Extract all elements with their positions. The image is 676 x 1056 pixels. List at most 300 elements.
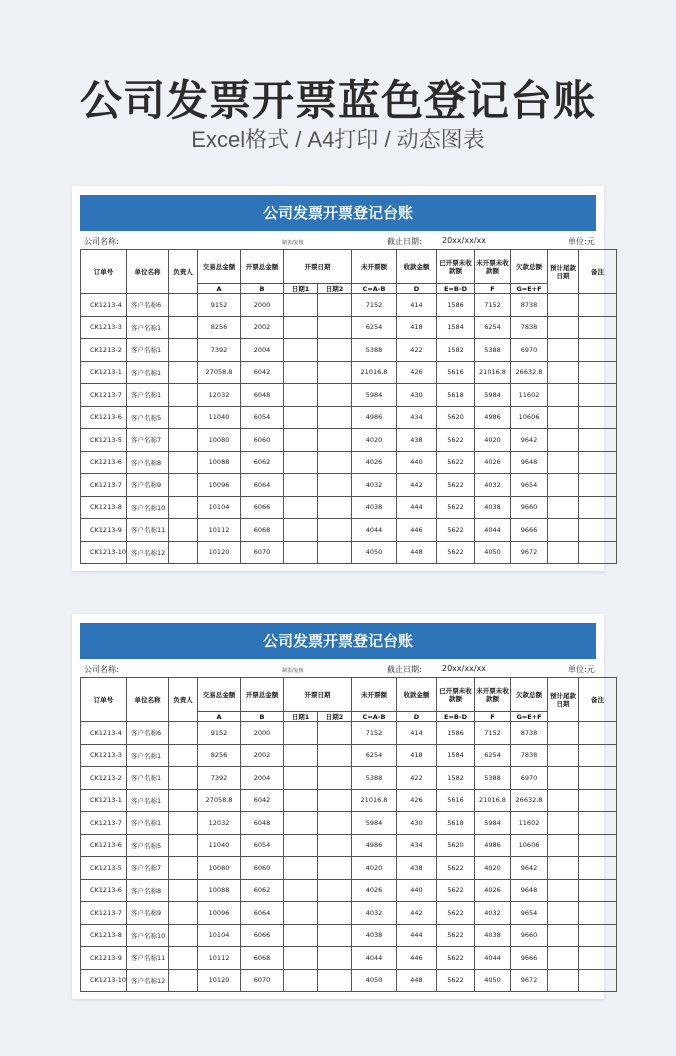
cell-date2 — [318, 496, 352, 519]
unit-label: 单位:元 — [568, 665, 595, 674]
cell-expected-date — [548, 812, 579, 835]
cell-arrears-total: 11602 — [511, 812, 548, 835]
cell-expected-date — [548, 339, 579, 362]
cell-remark — [579, 969, 617, 992]
cell-date1 — [284, 744, 318, 767]
cell-uninvoiced: 5388 — [352, 339, 397, 362]
cell-trade-total: 9152 — [198, 294, 241, 317]
cell-uninvoiced-unreceived: 4032 — [475, 902, 511, 925]
cell-remark — [579, 789, 617, 812]
cell-order-no: CK1213-6 — [81, 451, 127, 474]
cell-owner — [169, 924, 198, 947]
cell-invoiced-unreceived: 5620 — [437, 834, 475, 857]
cell-date2 — [318, 744, 352, 767]
cell-arrears-total: 8738 — [511, 294, 548, 317]
col-uninvoiced: 未开票额 — [352, 678, 397, 712]
cell-invoice-total: 6068 — [241, 947, 284, 970]
sheet-banner-title: 公司发票开票登记台账 — [80, 623, 596, 659]
cell-owner — [169, 519, 198, 542]
cell-date2 — [318, 834, 352, 857]
cell-unit-name: 客户名称8 — [127, 451, 169, 474]
table-row — [81, 879, 617, 902]
cell-date2 — [318, 406, 352, 429]
cell-invoice-total: 2004 — [241, 339, 284, 362]
col-order-no: 订单号 — [81, 250, 127, 294]
ledger-table — [80, 249, 617, 564]
cell-invoice-total: 6066 — [241, 496, 284, 519]
table-row — [81, 316, 617, 339]
cell-invoice-total: 6064 — [241, 474, 284, 497]
cell-date2 — [318, 722, 352, 745]
cell-expected-date — [548, 519, 579, 542]
cell-order-no: CK1213-1 — [81, 361, 127, 384]
col-invoice-total: 开票总金额 — [241, 250, 284, 284]
cell-unit-name: 客户名称8 — [127, 879, 169, 902]
table-row — [81, 294, 617, 317]
cell-date2 — [318, 519, 352, 542]
cell-expected-date — [548, 947, 579, 970]
col-uninvoiced-unreceived: 未开票未收款额 — [475, 250, 511, 284]
cell-owner — [169, 541, 198, 564]
page-subtitle: Excel格式 / A4打印 / 动态图表 — [191, 127, 485, 152]
cell-uninvoiced-unreceived: 6254 — [475, 744, 511, 767]
cell-invoice-total: 6060 — [241, 857, 284, 880]
col-code-a: A — [198, 284, 241, 294]
cell-uninvoiced: 4050 — [352, 969, 397, 992]
maker-label: 制表/复核 — [282, 668, 304, 674]
cell-date1 — [284, 789, 318, 812]
table-row — [81, 406, 617, 429]
col-order-no: 订单号 — [81, 678, 127, 722]
col-received: 收款金额 — [397, 250, 437, 284]
col-invoiced-unreceived: 已开票未收款额 — [437, 678, 475, 712]
cell-invoiced-unreceived: 5616 — [437, 361, 475, 384]
cell-unit-name: 客户名称10 — [127, 496, 169, 519]
cell-unit-name: 客户名称9 — [127, 902, 169, 925]
cell-remark — [579, 519, 617, 542]
col-code-d: D — [397, 712, 437, 722]
deadline-value: 20xx/xx/xx — [442, 664, 486, 673]
table-row — [81, 429, 617, 452]
cell-invoiced-unreceived: 5622 — [437, 519, 475, 542]
cell-order-no: CK1213-7 — [81, 384, 127, 407]
cell-received: 434 — [397, 834, 437, 857]
cell-uninvoiced: 6254 — [352, 744, 397, 767]
table-row — [81, 969, 617, 992]
col-code-b: B — [241, 712, 284, 722]
cell-date1 — [284, 924, 318, 947]
cell-remark — [579, 429, 617, 452]
cell-received: 418 — [397, 316, 437, 339]
cell-expected-date — [548, 294, 579, 317]
cell-received: 414 — [397, 294, 437, 317]
cell-date1 — [284, 361, 318, 384]
cell-remark — [579, 902, 617, 925]
cell-uninvoiced-unreceived: 4044 — [475, 947, 511, 970]
cell-date2 — [318, 384, 352, 407]
cell-arrears-total: 6970 — [511, 339, 548, 362]
cell-owner — [169, 406, 198, 429]
cell-date1 — [284, 294, 318, 317]
col-formula-c: C=A-B — [352, 284, 397, 294]
col-formula-c: C=A-B — [352, 712, 397, 722]
cell-received: 446 — [397, 947, 437, 970]
col-trade-total: 交易总金额 — [198, 250, 241, 284]
cell-order-no: CK1213-7 — [81, 902, 127, 925]
cell-received: 438 — [397, 857, 437, 880]
cell-trade-total: 10096 — [198, 902, 241, 925]
cell-owner — [169, 294, 198, 317]
cell-received: 426 — [397, 789, 437, 812]
cell-invoice-total: 6066 — [241, 924, 284, 947]
cell-trade-total: 12032 — [198, 384, 241, 407]
col-code-f: F — [475, 712, 511, 722]
cell-arrears-total: 10606 — [511, 834, 548, 857]
company-label: 公司名称: — [84, 665, 119, 674]
cell-unit-name: 客户名称6 — [127, 722, 169, 745]
cell-unit-name: 客户名称5 — [127, 834, 169, 857]
cell-date1 — [284, 496, 318, 519]
cell-owner — [169, 812, 198, 835]
cell-order-no: CK1213-7 — [81, 474, 127, 497]
col-owner: 负责人 — [169, 250, 198, 294]
cell-invoiced-unreceived: 5622 — [437, 496, 475, 519]
table-row — [81, 812, 617, 835]
cell-uninvoiced-unreceived: 4038 — [475, 496, 511, 519]
cell-arrears-total: 9648 — [511, 451, 548, 474]
cell-invoiced-unreceived: 5622 — [437, 902, 475, 925]
cell-remark — [579, 541, 617, 564]
cell-date1 — [284, 767, 318, 790]
cell-uninvoiced: 4026 — [352, 451, 397, 474]
cell-owner — [169, 834, 198, 857]
col-invoice-date: 开票日期 — [284, 678, 352, 712]
cell-owner — [169, 339, 198, 362]
cell-received: 426 — [397, 361, 437, 384]
cell-uninvoiced: 5388 — [352, 767, 397, 790]
table-row — [81, 902, 617, 925]
cell-remark — [579, 947, 617, 970]
cell-order-no: CK1213-8 — [81, 924, 127, 947]
cell-expected-date — [548, 969, 579, 992]
cell-expected-date — [548, 496, 579, 519]
cell-uninvoiced: 4026 — [352, 879, 397, 902]
col-uninvoiced: 未开票额 — [352, 250, 397, 284]
cell-received: 438 — [397, 429, 437, 452]
cell-trade-total: 10112 — [198, 519, 241, 542]
cell-order-no: CK1213-4 — [81, 722, 127, 745]
cell-uninvoiced: 4044 — [352, 947, 397, 970]
cell-remark — [579, 496, 617, 519]
cell-invoice-total: 6062 — [241, 451, 284, 474]
ledger-sheet-1 — [72, 186, 604, 571]
cell-expected-date — [548, 879, 579, 902]
cell-invoiced-unreceived: 5618 — [437, 384, 475, 407]
cell-received: 434 — [397, 406, 437, 429]
cell-invoice-total: 6054 — [241, 406, 284, 429]
cell-order-no: CK1213-10 — [81, 969, 127, 992]
cell-date2 — [318, 969, 352, 992]
cell-trade-total: 12032 — [198, 812, 241, 835]
cell-invoiced-unreceived: 5620 — [437, 406, 475, 429]
table-row — [81, 767, 617, 790]
cell-expected-date — [548, 789, 579, 812]
col-uninvoiced-unreceived: 未开票未收款额 — [475, 678, 511, 712]
cell-remark — [579, 767, 617, 790]
cell-arrears-total: 7838 — [511, 316, 548, 339]
cell-uninvoiced-unreceived: 4020 — [475, 429, 511, 452]
cell-unit-name: 客户名称9 — [127, 474, 169, 497]
cell-order-no: CK1213-8 — [81, 496, 127, 519]
cell-order-no: CK1213-9 — [81, 519, 127, 542]
cell-invoiced-unreceived: 1582 — [437, 767, 475, 790]
cell-arrears-total: 9654 — [511, 902, 548, 925]
cell-invoiced-unreceived: 5622 — [437, 451, 475, 474]
cell-order-no: CK1213-1 — [81, 789, 127, 812]
ledger-sheet-2 — [72, 614, 604, 999]
cell-arrears-total: 9660 — [511, 924, 548, 947]
col-code-f: F — [475, 284, 511, 294]
cell-remark — [579, 451, 617, 474]
cell-expected-date — [548, 474, 579, 497]
cell-received: 444 — [397, 496, 437, 519]
cell-remark — [579, 744, 617, 767]
cell-owner — [169, 767, 198, 790]
col-unit-name: 单位名称 — [127, 250, 169, 294]
cell-received: 440 — [397, 879, 437, 902]
cell-uninvoiced-unreceived: 5984 — [475, 812, 511, 835]
cell-unit-name: 客户名称1 — [127, 789, 169, 812]
cell-uninvoiced: 4032 — [352, 474, 397, 497]
cell-trade-total: 10120 — [198, 541, 241, 564]
cell-uninvoiced-unreceived: 4044 — [475, 519, 511, 542]
cell-arrears-total: 10606 — [511, 406, 548, 429]
cell-uninvoiced-unreceived: 7152 — [475, 294, 511, 317]
cell-expected-date — [548, 902, 579, 925]
cell-unit-name: 客户名称5 — [127, 406, 169, 429]
cell-owner — [169, 722, 198, 745]
cell-owner — [169, 744, 198, 767]
cell-unit-name: 客户名称7 — [127, 857, 169, 880]
table-row — [81, 339, 617, 362]
cell-invoice-total: 6048 — [241, 812, 284, 835]
cell-date2 — [318, 474, 352, 497]
col-formula-g: G=E+F — [511, 284, 548, 294]
deadline-label: 截止日期: — [387, 237, 422, 246]
col-invoice-total: 开票总金额 — [241, 678, 284, 712]
table-row — [81, 451, 617, 474]
table-row — [81, 834, 617, 857]
table-row — [81, 384, 617, 407]
cell-remark — [579, 722, 617, 745]
cell-remark — [579, 406, 617, 429]
cell-invoiced-unreceived: 5622 — [437, 857, 475, 880]
col-arrears-total: 欠款总额 — [511, 250, 548, 284]
cell-owner — [169, 789, 198, 812]
cell-trade-total: 11040 — [198, 834, 241, 857]
cell-arrears-total: 9672 — [511, 969, 548, 992]
cell-uninvoiced: 4020 — [352, 429, 397, 452]
cell-invoice-total: 2002 — [241, 316, 284, 339]
cell-invoice-total: 6068 — [241, 519, 284, 542]
cell-unit-name: 客户名称1 — [127, 316, 169, 339]
table-row — [81, 519, 617, 542]
table-row — [81, 947, 617, 970]
cell-invoice-total: 2004 — [241, 767, 284, 790]
cell-received: 440 — [397, 451, 437, 474]
cell-arrears-total: 9648 — [511, 879, 548, 902]
cell-owner — [169, 361, 198, 384]
cell-date2 — [318, 541, 352, 564]
cell-expected-date — [548, 384, 579, 407]
cell-date1 — [284, 722, 318, 745]
cell-invoiced-unreceived: 5622 — [437, 969, 475, 992]
cell-arrears-total: 9660 — [511, 496, 548, 519]
cell-expected-date — [548, 361, 579, 384]
cell-invoiced-unreceived: 1584 — [437, 744, 475, 767]
cell-order-no: CK1213-6 — [81, 406, 127, 429]
cell-date1 — [284, 474, 318, 497]
col-code-b: B — [241, 284, 284, 294]
col-trade-total: 交易总金额 — [198, 678, 241, 712]
cell-uninvoiced-unreceived: 4026 — [475, 879, 511, 902]
table-row — [81, 496, 617, 519]
cell-uninvoiced: 21016.8 — [352, 361, 397, 384]
cell-order-no: CK1213-10 — [81, 541, 127, 564]
cell-expected-date — [548, 541, 579, 564]
table-row — [81, 924, 617, 947]
cell-invoiced-unreceived: 5616 — [437, 789, 475, 812]
cell-expected-date — [548, 451, 579, 474]
cell-remark — [579, 384, 617, 407]
cell-date2 — [318, 924, 352, 947]
col-date1: 日期1 — [284, 712, 318, 722]
cell-arrears-total: 26632.8 — [511, 361, 548, 384]
col-received: 收款金额 — [397, 678, 437, 712]
cell-date1 — [284, 451, 318, 474]
cell-invoiced-unreceived: 5618 — [437, 812, 475, 835]
cell-unit-name: 客户名称1 — [127, 767, 169, 790]
cell-order-no: CK1213-6 — [81, 834, 127, 857]
cell-date1 — [284, 406, 318, 429]
cell-unit-name: 客户名称11 — [127, 947, 169, 970]
col-formula-g: G=E+F — [511, 712, 548, 722]
cell-trade-total: 8256 — [198, 744, 241, 767]
cell-owner — [169, 474, 198, 497]
cell-arrears-total: 9642 — [511, 429, 548, 452]
cell-uninvoiced-unreceived: 4986 — [475, 406, 511, 429]
cell-received: 430 — [397, 812, 437, 835]
table-row — [81, 541, 617, 564]
cell-received: 444 — [397, 924, 437, 947]
cell-invoice-total: 2000 — [241, 722, 284, 745]
cell-uninvoiced: 4044 — [352, 519, 397, 542]
cell-arrears-total: 6970 — [511, 767, 548, 790]
col-formula-e: E=B-D — [437, 284, 475, 294]
cell-expected-date — [548, 857, 579, 880]
cell-date2 — [318, 429, 352, 452]
cell-trade-total: 10104 — [198, 496, 241, 519]
cell-received: 430 — [397, 384, 437, 407]
cell-trade-total: 27058.8 — [198, 361, 241, 384]
cell-owner — [169, 429, 198, 452]
cell-arrears-total: 9654 — [511, 474, 548, 497]
cell-owner — [169, 857, 198, 880]
cell-uninvoiced: 4986 — [352, 834, 397, 857]
col-expected-date: 预计尾款日期 — [548, 678, 579, 722]
cell-trade-total: 10088 — [198, 879, 241, 902]
cell-invoice-total: 2002 — [241, 744, 284, 767]
cell-received: 414 — [397, 722, 437, 745]
cell-date2 — [318, 339, 352, 362]
cell-trade-total: 10080 — [198, 857, 241, 880]
cell-uninvoiced: 21016.8 — [352, 789, 397, 812]
cell-received: 448 — [397, 969, 437, 992]
cell-remark — [579, 879, 617, 902]
cell-invoiced-unreceived: 1584 — [437, 316, 475, 339]
cell-arrears-total: 9666 — [511, 519, 548, 542]
cell-trade-total: 10080 — [198, 429, 241, 452]
col-remark: 备注 — [579, 678, 617, 722]
cell-invoice-total: 6042 — [241, 789, 284, 812]
cell-arrears-total: 9642 — [511, 857, 548, 880]
cell-unit-name: 客户名称11 — [127, 519, 169, 542]
cell-order-no: CK1213-3 — [81, 316, 127, 339]
cell-date1 — [284, 541, 318, 564]
cell-date2 — [318, 902, 352, 925]
cell-trade-total: 7392 — [198, 339, 241, 362]
cell-uninvoiced: 6254 — [352, 316, 397, 339]
cell-received: 422 — [397, 339, 437, 362]
cell-date2 — [318, 294, 352, 317]
cell-trade-total: 7392 — [198, 767, 241, 790]
cell-trade-total: 27058.8 — [198, 789, 241, 812]
cell-uninvoiced-unreceived: 5984 — [475, 384, 511, 407]
cell-trade-total: 11040 — [198, 406, 241, 429]
cell-owner — [169, 451, 198, 474]
cell-invoice-total: 6062 — [241, 879, 284, 902]
cell-invoiced-unreceived: 1582 — [437, 339, 475, 362]
cell-unit-name: 客户名称10 — [127, 924, 169, 947]
cell-unit-name: 客户名称12 — [127, 969, 169, 992]
cell-received: 448 — [397, 541, 437, 564]
cell-date1 — [284, 879, 318, 902]
cell-unit-name: 客户名称6 — [127, 294, 169, 317]
cell-date2 — [318, 812, 352, 835]
col-date1: 日期1 — [284, 284, 318, 294]
table-row — [81, 857, 617, 880]
cell-unit-name: 客户名称1 — [127, 744, 169, 767]
cell-date2 — [318, 316, 352, 339]
cell-owner — [169, 969, 198, 992]
cell-arrears-total: 7838 — [511, 744, 548, 767]
cell-remark — [579, 316, 617, 339]
cell-order-no: CK1213-9 — [81, 947, 127, 970]
cell-date2 — [318, 361, 352, 384]
cell-order-no: CK1213-6 — [81, 879, 127, 902]
cell-uninvoiced-unreceived: 4050 — [475, 541, 511, 564]
cell-unit-name: 客户名称7 — [127, 429, 169, 452]
cell-invoiced-unreceived: 5622 — [437, 947, 475, 970]
deadline-label: 截止日期: — [387, 665, 422, 674]
cell-remark — [579, 361, 617, 384]
cell-invoice-total: 6070 — [241, 541, 284, 564]
cell-invoice-total: 6048 — [241, 384, 284, 407]
ledger-table — [80, 677, 617, 992]
cell-expected-date — [548, 744, 579, 767]
cell-date1 — [284, 857, 318, 880]
cell-invoice-total: 6060 — [241, 429, 284, 452]
